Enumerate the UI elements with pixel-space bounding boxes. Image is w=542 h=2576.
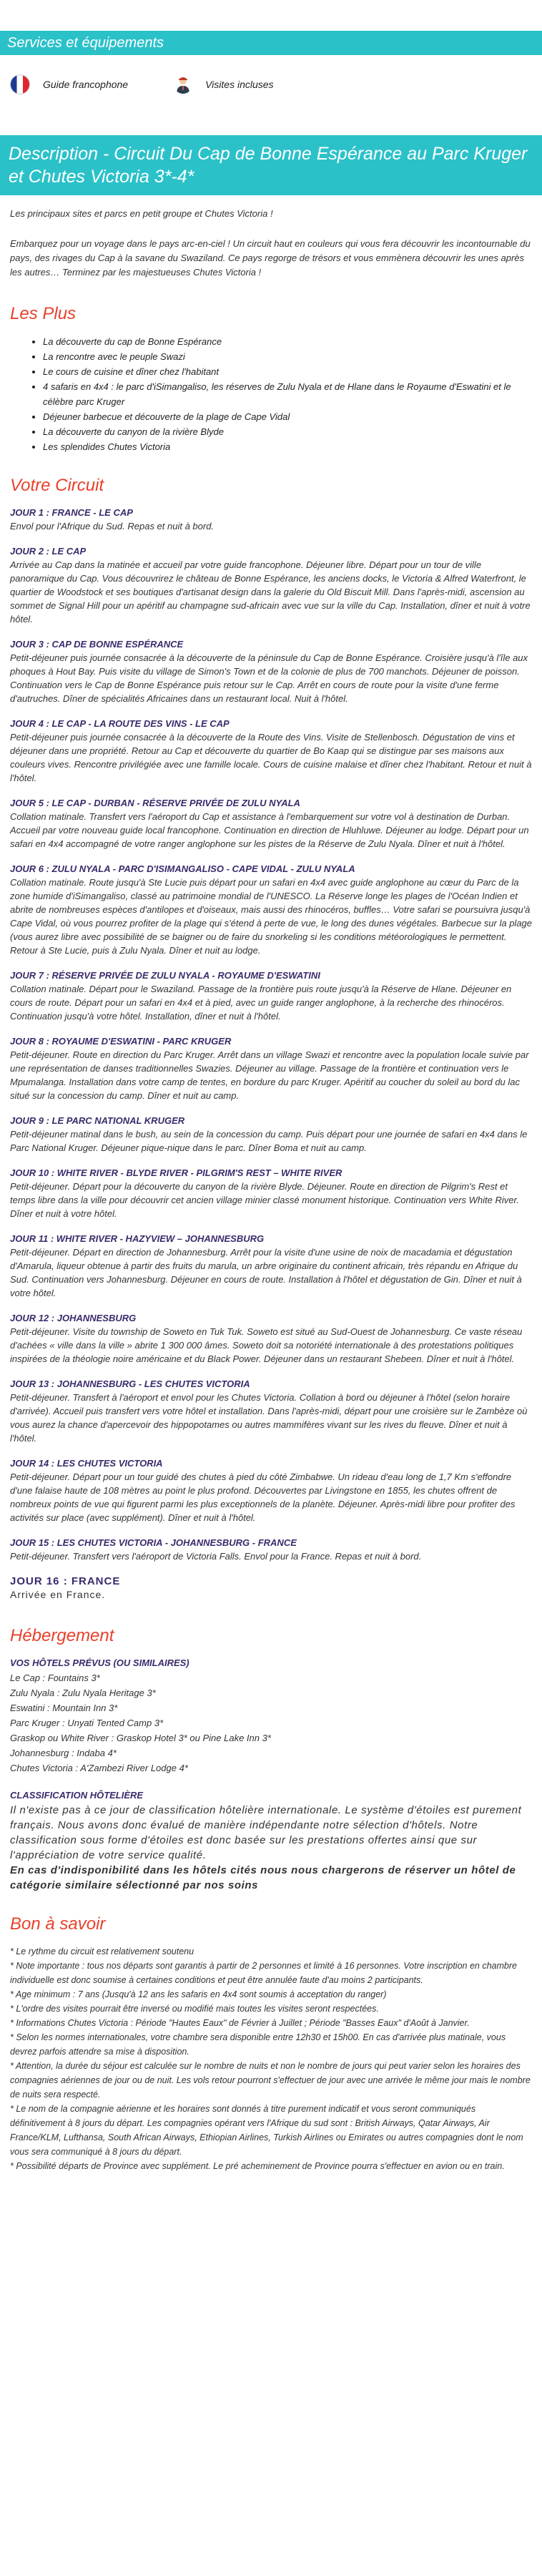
list-item: * Informations Chutes Victoria : Période "Hautes Eaux" de Février à Juillet ; Période "Basses Eaux" d'Août à Janvier.: [10, 2018, 470, 2028]
day-text: Collation matinale. Départ pour le Swaziland. Passage de la frontière puis route jusqu'à la Réserve de Hlane. Déjeuner en cours de route. Départ pour un safari en 4x4 et à pied, avec un guide ranger anglophone, à la recherche des rhinocéros. Continuation jusqu'à votre hôtel. Installation, dîner et nuit à l'hôtel.: [10, 984, 512, 1022]
savoir-list: [10, 1944, 532, 2173]
french-flag-icon: [10, 74, 30, 94]
description-banner: Description - Circuit Du Cap de Bonne Espérance au Parc Kruger et Chutes Victoria 3*-4*: [0, 135, 542, 195]
list-item: * Note importante : tous nos départs sont garantis à partir de 2 personnes et limité à 16 personnes. Votre inscription en chambre individuelle est donc soumise à certaines conditions et peut être annulée faute d'au moins 2 participants.: [10, 1961, 517, 1985]
content: [0, 207, 542, 2173]
list-item: Le Cap : Fountains 3*: [10, 1673, 100, 1683]
day-7: [10, 969, 532, 1023]
hotels-list: [10, 1670, 532, 1776]
day-title: JOUR 11 : WHITE RIVER - HAZYVIEW – JOHANNESBURG: [10, 1233, 265, 1244]
day-12: [10, 1311, 532, 1366]
savoir-title: Bon à savoir: [10, 1914, 106, 1934]
services-row: [0, 68, 542, 101]
day-2: [10, 544, 532, 626]
intro-text: Embarquez pour un voyage dans le pays arc-en-ciel ! Un circuit haut en couleurs qui vous fera découvrir les incontournable du pays, des rivages du Cap à la savane du Swaziland. Ce pays regorge de trésors et vous emmènera découvrir les unes après les autres… Terminez par les majestueuses Chutes Victoria !: [10, 238, 531, 278]
day-text: Petit-déjeuner. Transfert vers l'aéroport de Victoria Falls. Envol pour la France. Repas et nuit à bord.: [10, 1551, 422, 1562]
list-item: • 4 safaris en 4x4 : le parc d'iSimangaliso, les réserves de Zulu Nyala et de Hlane dans le Royaume d'Eswatini et le célèbre parc Kruger: [43, 379, 532, 409]
list-item: Johannesburg : Indaba 4*: [10, 1748, 117, 1758]
list-item: • Le cours de cuisine et dîner chez l'habitant: [43, 364, 532, 379]
services-banner: Services et équipements: [0, 31, 542, 55]
list-item: * Le nom de la compagnie aérienne et les horaires sont donnés à titre purement indicatif et vous seront communiqués définitivement à 8 jours du départ. Les compagnies opérant vers l'Afrique du sud sont : British Airways, Qatar Airways, Air France/KLM, Lufthansa, South African Airways, Ethiopian Airlines, Turkish Airlines ou Emirates ou autres compagnies dont le nom vous sera communiqué à 8 jours du départ.: [10, 2104, 523, 2157]
day-title: JOUR 4 : LE CAP - LA ROUTE DES VINS - LE CAP: [10, 718, 230, 729]
day-text: Arrivée au Cap dans la matinée et accueil par votre guide francophone. Déjeuner libre. Départ pour un tour de ville panoramique du Cap. Vous découvrirez le château de Bonne Espérance, les anciens docks, le Victoria & Alfred Waterfront, le quartier de Woodstock et ses boutiques d'artisanat design dans la galerie du Old Biscuit Mill. Dans l'après-midi, ascension au sommet de Signal Hill pour un apéritif au champagne sud-africain avec vue sur la ville du Cap. Installation, dîner et nuit à votre hôtel.: [10, 559, 531, 625]
list-item: * Selon les normes internationales, votre chambre sera disponible entre 12h30 et 15h00. En cas d'arrivée plus matinale, vous devrez parfois attendre sa mise à disposition.: [10, 2032, 506, 2057]
guide-person-icon: [174, 75, 192, 94]
list-item: • La découverte du canyon de la rivière Blyde: [43, 424, 532, 439]
day-title: JOUR 14 : LES CHUTES VICTORIA: [10, 1458, 163, 1469]
list-item: * L'ordre des visites pourrait être inversé ou modifié mais toutes les visites seront respectées.: [10, 2004, 379, 2014]
day-title: JOUR 8 : ROYAUME D'ESWATINI - PARC KRUGER: [10, 1036, 232, 1047]
hotels-title: VOS HÔTELS PRÉVUS (OU SIMILAIRES): [10, 1657, 189, 1668]
list-item: • Déjeuner barbecue et découverte de la plage de Cape Vidal: [43, 409, 532, 424]
day-text: Petit-déjeuner puis journée consacrée à la découverte de la péninsule du Cap de Bonne Espérance. Croisière jusqu'à l'île aux phoques à Hout Bay. Puis visite du village de Simon's Town et de la colonie de plus de 700 manchots. Déjeuner de poisson. Continuation vers le Cap de Bonne Espérance puis retour sur le Cap. Arrêt en cours de route pour la visite d'une ferme d'autruches. Dîner de spécialités Africaines dans un restaurant local. Nuit à l'hôtel.: [10, 652, 528, 704]
list-item: * Attention, la durée du séjour est calculée sur le nombre de nuits et non le nombre de jours qui peut varier selon les horaires des compagnies aériennes de jour ou de nuit. Les vols retour pourront s'effectuer de jour avec une arrivée le même jour mais le nombre de nuits sera respecté.: [10, 2061, 531, 2100]
plus-title: Les Plus: [10, 304, 77, 323]
day-15: [10, 1536, 532, 1563]
list-item: Parc Kruger : Unyati Tented Camp 3*: [10, 1718, 164, 1728]
day-title: JOUR 16 : FRANCE: [10, 1575, 121, 1587]
plus-list: [10, 334, 532, 454]
day-text: Petit-déjeuner. Transfert à l'aéroport et envol pour les Chutes Victoria. Collation à bord ou déjeuner à l'hôtel (selon horaire d'arrivée). Accueil puis transfert vers votre hôtel et installation. Dans l'après-midi, départ pour une croisière sur le Zambèze où vous aurez la chance d'apercevoir des hippopotames ou autres mammifères vivant sur les rives du fleuve. Dîner et nuit à l'hôtel.: [10, 1392, 528, 1444]
day-title: JOUR 2 : LE CAP: [10, 546, 87, 557]
classification-text: Il n'existe pas à ce jour de classification hôtelière internationale. Le système d'étoiles est purement français. Nous avons donc évalué de manière indépendante notre sélection d'hôtels. Notre classification sous forme d'étoiles est donc basée sur les prestations offertes ainsi que sur l'appréciation de votre service qualité.: [10, 1804, 522, 1861]
day-text: Petit-déjeuner. Départ en direction de Johannesburg. Arrêt pour la visite d'une usine de noix de macadamia et dégustation d'Amarula, liqueur obtenue à partir des fruits du marula, un arbre originaire du continent africain, très répandu en Afrique du Sud. Continuation vers Johannesburg. Déjeuner en cours de route. Installation à l'hôtel et dégustation de Gin. Dîner et nuit à votre hôtel.: [10, 1247, 522, 1298]
list-item: • Les splendides Chutes Victoria: [43, 439, 532, 454]
service-label: Visites incluses: [205, 79, 274, 90]
list-item: Eswatini : Mountain Inn 3*: [10, 1703, 118, 1713]
day-text: Collation matinale. Transfert vers l'aéroport du Cap et assistance à l'embarquement sur votre vol à destination de Durban. Accueil par votre nouveau guide local francophone. Continuation en direction de Hluhluwe. Déjeuner au lodge. Départ pour un safari en 4x4 accompagné de votre ranger anglophone sur les pistes de la Réserve de Zulu Nyala. Dîner et nuit à l'hôtel.: [10, 811, 529, 849]
classification-title: CLASSIFICATION HÔTELIÈRE: [10, 1790, 144, 1801]
day-title: JOUR 7 : RÉSERVE PRIVÉE DE ZULU NYALA - ROYAUME D'ESWATINI: [10, 970, 320, 981]
day-11: [10, 1232, 532, 1300]
list-item: Chutes Victoria : A'Zambezi River Lodge 4*: [10, 1763, 188, 1773]
classification-note: En cas d'indisponibilité dans les hôtels cités nous nous chargerons de réserver un hôtel de catégorie similaire sélectionné par nos soins: [10, 1864, 516, 1891]
day-10: [10, 1166, 532, 1220]
list-item: * Possibilité départs de Province avec supplément. Le pré acheminement de Province pourra s'effectuer en avion ou en train.: [10, 2161, 505, 2171]
day-title: JOUR 13 : JOHANNESBURG - LES CHUTES VICTORIA: [10, 1378, 250, 1389]
day-text: Collation matinale. Route jusqu'à Ste Lucie puis départ pour un safari en 4x4 avec guide anglophone au cœur du Parc de la zone humide d'iSimangaliso, classé au patrimoine mondial de l'UNESCO. La Réserve longe les plages de l'Océan Indien et abrite de nombreuses espèces d'antilopes et d'oiseaux, mais aussi des rhinocéros, buffles… Votre safari se poursuivra jusqu'à Cape Vidal, où vous pourrez profiter de la plage qui s'étend à perte de vue, le long des dunes végétales. Barbecue sur la plage (vous aurez libre avec possibilité de se baigner ou de faire du snorkeling si les conditions météorologiques le permettent. Retour à Ste Lucie, puis à Zulu Nyala. Dîner et nuit au lodge.: [10, 877, 533, 956]
hebergement-title: Hébergement: [10, 1626, 114, 1645]
day-text: Arrivée en France.: [10, 1589, 106, 1600]
day-title: JOUR 12 : JOHANNESBURG: [10, 1313, 137, 1323]
day-title: JOUR 10 : WHITE RIVER - BLYDE RIVER - PILGRIM'S REST – WHITE RIVER: [10, 1167, 343, 1178]
intro-tagline: Les principaux sites et parcs en petit groupe et Chutes Victoria !: [10, 208, 273, 219]
day-title: JOUR 6 : ZULU NYALA - PARC D'ISIMANGALISO - CAPE VIDAL - ZULU NYALA: [10, 863, 355, 874]
list-item: Graskop ou White River : Graskop Hotel 3* ou Pine Lake Inn 3*: [10, 1733, 271, 1743]
day-text: Envol pour l'Afrique du Sud. Repas et nuit à bord.: [10, 521, 215, 532]
day-9: [10, 1114, 532, 1155]
service-visites-incluses: [174, 75, 273, 94]
day-text: Petit-déjeuner. Visite du township de Soweto en Tuk Tuk. Soweto est situé au Sud-Ouest de Johannesburg. Ce vaste réseau d'achées « ville dans la ville » abrite 1 300 000 âmes. Soweto doit sa notoriété internationale à des protestations politiques inspirées de la théologie noire américaine et du Black Power. Déjeuner dans un restaurant Shebeen. Dîner et nuit à l'hôtel.: [10, 1326, 523, 1364]
day-14: [10, 1456, 532, 1524]
day-1: [10, 506, 532, 533]
list-item: * Le rythme du circuit est relativement soutenu: [10, 1946, 194, 1957]
day-16: [10, 1575, 532, 1602]
service-guide-francophone: [10, 74, 128, 94]
circuit-title: Votre Circuit: [10, 476, 104, 495]
day-13: [10, 1377, 532, 1445]
day-title: JOUR 1 : FRANCE - LE CAP: [10, 507, 133, 518]
list-item: • La rencontre avec le peuple Swazi: [43, 349, 532, 364]
day-6: [10, 862, 532, 957]
list-item: • La découverte du cap de Bonne Espérance: [43, 334, 532, 349]
day-3: [10, 637, 532, 705]
day-text: Petit-déjeuner. Départ pour un tour guidé des chutes à pied du côté Zimbabwe. Un rideau d'eau long de 1,7 Km s'effondre d'une falaise haute de 108 mètres au point le plus profond. Découvertes par Livingstone en 1855, les chutes offrent de nombreux points de vue qui figurent parmi les plus exceptionnels de la planète. Déjeuner. Après-midi libre pour profiter des activités sur place (avec supplément). Dîner et nuit à l'hôtel.: [10, 1471, 516, 1523]
day-text: Petit-déjeuner puis journée consacrée à la découverte de la Route des Vins. Visite de Stellenbosch. Dégustation de vins et déjeuner dans une propriété. Retour au Cap et découverte du quartier de Bo Kaap qui se distingue par ses maisons aux couleurs vives. Rencontre privilégiée avec une famille locale. Cours de cuisine malaise et dîner chez l'habitant. Retour et nuit à l'hôtel.: [10, 732, 532, 783]
list-item: Zulu Nyala : Zulu Nyala Heritage 3*: [10, 1688, 156, 1698]
day-4: [10, 717, 532, 785]
day-title: JOUR 15 : LES CHUTES VICTORIA - JOHANNESBURG - FRANCE: [10, 1537, 297, 1548]
day-text: Petit-déjeuner matinal dans le bush, au sein de la concession du camp. Puis départ pour une journée de safari en 4x4 dans le Parc National Kruger. Déjeuner pique-nique dans le parc. Dîner Boma et nuit au camp.: [10, 1129, 528, 1153]
service-label: Guide francophone: [43, 79, 129, 90]
day-text: Petit-déjeuner. Route en direction du Parc Kruger. Arrêt dans un village Swazi et rencontre avec la population locale suivie par une représentation de danses traditionnelles Swazies. Déjeuner au village. Passage de la frontière et continuation vers le Mpumalanga. Installation dans votre camp de tentes, en bordure du parc Kruger. Apéritif au coucher du soleil au bord du lac situé sur la concession du camp. Dîner et nuit au camp.: [10, 1049, 529, 1101]
list-item: * Age minimum : 7 ans (Jusqu'à 12 ans les safaris en 4x4 sont soumis à acceptation du ranger): [10, 1989, 387, 1999]
day-title: JOUR 9 : LE PARC NATIONAL KRUGER: [10, 1115, 185, 1126]
day-title: JOUR 3 : CAP DE BONNE ESPÉRANCE: [10, 639, 184, 650]
day-8: [10, 1034, 532, 1102]
day-title: JOUR 5 : LE CAP - DURBAN - RÉSERVE PRIVÉE DE ZULU NYALA: [10, 798, 300, 808]
day-text: Petit-déjeuner. Départ pour la découverte du canyon de la rivière Blyde. Déjeuner. Route en direction de Pilgrim's Rest et temps libre dans la ville pour découvrir cet ancien village minier classé monument historique. Continuation vers White River. Dîner et nuit à votre hôtel.: [10, 1181, 519, 1219]
day-5: [10, 796, 532, 851]
